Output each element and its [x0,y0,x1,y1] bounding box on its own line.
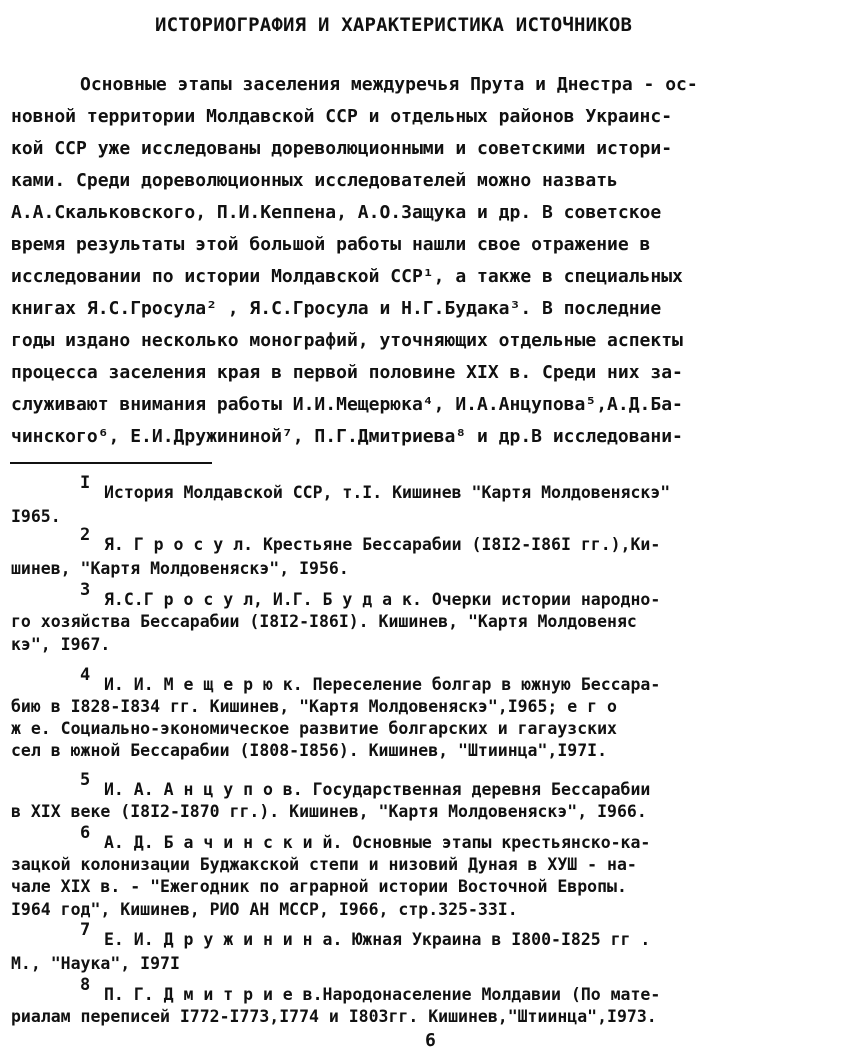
footnote-line: чале XIX в. - "Ежегодник по аграрной истории Восточной Европы. [11,877,627,896]
footnote-line: Е. И. Д р у ж и н и н а. Южная Украина в I800-I825 гг . [104,930,651,949]
body-line: чинского⁶, Е.И.Дружининой⁷, П.Г.Дмитриева⁸ и др.В исследовани- [11,426,683,447]
footnote-number: I [80,473,91,493]
footnote-line: История Молдавской ССР, т.I. Кишинев "Картя Молдовеняскэ" [104,483,671,502]
footnote-line: сел в южной Бессарабии (I808-I856). Кишинев, "Штиинца",I97I. [11,741,608,760]
footnote-line: в XIX веке (I8I2-I870 гг.). Кишинев, "Картя Молдовеняскэ", I966. [11,802,647,821]
body-line: процесса заселения края в первой половине XIX в. Среди них за- [11,362,683,383]
footnote-line: И. И. М е щ е р ю к. Переселение болгар в южную Бессара- [104,675,661,694]
footnote-line: И. А. А н ц у п о в. Государственная деревня Бессарабии [104,780,651,799]
footnote-divider [10,462,212,464]
page-number: 6 [425,1030,436,1051]
body-line: исследовании по истории Молдавской ССР¹, а также в специальных [11,266,683,287]
body-line: А.А.Скальковского, П.И.Кеппена, А.О.Защука и др. В советское [11,202,662,223]
footnote-number: 5 [80,770,91,790]
body-line: ками. Среди дореволюционных исследователей можно назвать [11,170,618,191]
footnote-line: кэ", I967. [11,635,111,654]
body-line: новной территории Молдавской ССР и отдельных районов Украинс- [11,106,673,127]
footnote-number: 4 [80,665,91,685]
footnote-line: бию в I828-I834 гг. Кишинев, "Картя Молдовеняскэ",I965; е г о [11,697,617,716]
body-line: книгах Я.С.Гросула² , Я.С.Гросула и Н.Г.Будака³. В последние [11,298,662,319]
footnote-number: 2 [80,525,91,545]
page-title: ИСТОРИОГРАФИЯ И ХАРАКТЕРИСТИКА ИСТОЧНИКОВ [155,14,633,36]
body-line: кой ССР уже исследованы дореволюционными и советскими истори- [11,138,673,159]
footnote-line: I964 год", Кишинев, РИО АН МССР, I966, стр.325-33I. [11,900,518,919]
footnote-line: Я.С.Г р о с у л, И.Г. Б у д а к. Очерки истории народно- [104,590,661,609]
body-line: годы издано несколько монографий, уточняющих отдельные аспекты [11,330,683,351]
footnote-line: П. Г. Д м и т р и е в.Народонаселение Молдавии (По мате- [104,985,661,1004]
footnote-line: го хозяйства Бессарабии (I8I2-I86I). Кишинев, "Картя Молдовеняс [11,612,637,631]
footnote-number: 3 [80,580,91,600]
footnote-line: М., "Наука", I97I [11,954,180,973]
footnote-line: ж е. Социально-экономическое развитие болгарских и гагаузских [11,719,617,738]
body-line: время результаты этой большой работы нашли свое отражение в [11,234,651,255]
footnote-number: 7 [80,920,91,940]
body-line: Основные этапы заселения междуречья Прута и Днестра - ос- [80,74,698,95]
footnote-line: зацкой колонизации Буджакской степи и низовий Дуная в ХУШ - на- [11,855,637,874]
footnote-line: риалам переписей I772-I773,I774 и I803гг. Кишинев,"Штиинца",I973. [11,1007,657,1026]
footnote-line: I965. [11,507,61,526]
body-line: служивают внимания работы И.И.Мещерюка⁴, И.А.Анцупова⁵,А.Д.Ба- [11,394,683,415]
footnote-line: А. Д. Б а ч и н с к и й. Основные этапы крестьянско-ка- [104,833,651,852]
footnote-number: 8 [80,975,91,995]
footnote-line: Я. Г р о с у л. Крестьяне Бессарабии (I8I2-I86I гг.),Ки- [104,535,661,554]
footnote-line: шинев, "Картя Молдовеняскэ", I956. [11,559,349,578]
footnote-number: 6 [80,823,91,843]
